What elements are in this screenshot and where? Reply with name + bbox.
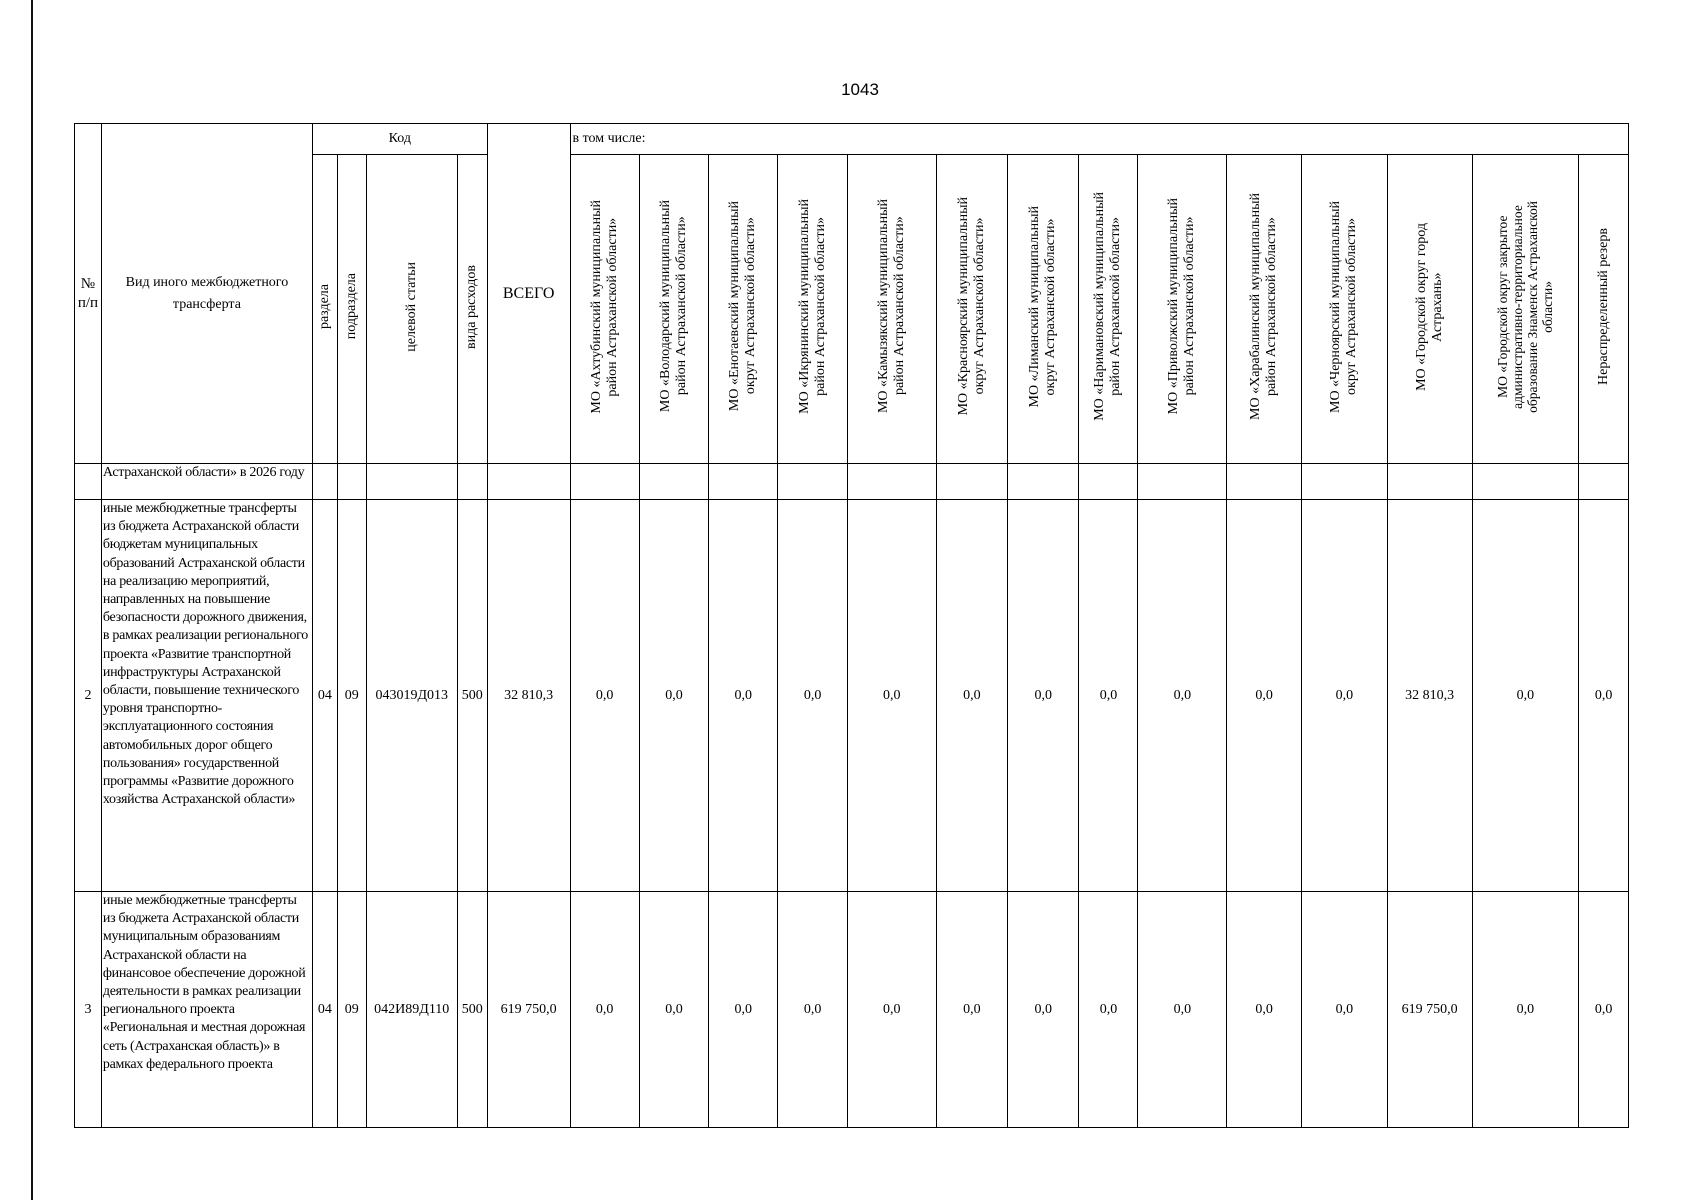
- code-group-header: Код: [312, 124, 487, 155]
- vertical-label: вида расходов: [464, 264, 480, 349]
- code-target-header: [366, 155, 457, 464]
- row-municipality-value-2: 0,0: [639, 500, 708, 892]
- col-type-header: Вид иного межбюджетного трансферта: [101, 124, 312, 464]
- row-municipality-value-8: 0,0: [1079, 892, 1138, 1128]
- row-municipality-value-7: 0,0: [1008, 500, 1079, 892]
- vertical-label: МО «Володарский муниципальный район Астраханской области»: [657, 200, 689, 413]
- transfers-table: [74, 123, 1629, 1128]
- vertical-label: МО «Городской округ закрытое административно-территориальное образование Знаменск Астраханской области»: [1495, 200, 1556, 413]
- row-municipality-value-4: 0,0: [778, 500, 847, 892]
- row-municipality-value-12: 32 810,3: [1387, 500, 1472, 892]
- row-municipality-value-9: 0,0: [1138, 892, 1227, 1128]
- header-row-1: [75, 124, 1629, 155]
- row-section-cell: 04: [312, 892, 337, 1128]
- row-municipality-value-8: 0,0: [1079, 500, 1138, 892]
- municipality-header-8: [1079, 155, 1138, 464]
- continuation-desc: Астраханской области» в 2026 году: [101, 464, 312, 500]
- vertical-label: МО «Приволжский муниципальный район Астраханской области»: [1166, 198, 1198, 415]
- row-municipality-value-14: 0,0: [1579, 500, 1629, 892]
- row-municipality-value-3: 0,0: [709, 892, 778, 1128]
- vertical-label: МО «Камызякский муниципальный район Астраханской области»: [875, 199, 907, 414]
- row-section-cell: 04: [312, 500, 337, 892]
- row-target-cell: 043019Д013: [366, 500, 457, 892]
- vertical-label: МО «Лиманский муниципальный округ Астраханской области»: [1027, 205, 1059, 408]
- row-municipality-value-2: 0,0: [639, 892, 708, 1128]
- vertical-label: МО «Красноярский муниципальный округ Астраханской области»: [955, 197, 987, 416]
- row-municipality-value-10: 0,0: [1227, 892, 1301, 1128]
- row-municipality-value-4: 0,0: [778, 892, 847, 1128]
- row-total-cell: 32 810,3: [487, 500, 570, 892]
- row-num-cell: 3: [75, 892, 102, 1128]
- vertical-label: МО «Икрянинский муниципальный район Астраханской области»: [796, 199, 828, 414]
- municipality-header-7: [1008, 155, 1079, 464]
- municipality-header-13: [1472, 155, 1579, 464]
- municipality-header-2: [639, 155, 708, 464]
- row-municipality-value-3: 0,0: [709, 500, 778, 892]
- municipality-header-11: [1301, 155, 1387, 464]
- row-subsection-cell: 09: [337, 892, 366, 1128]
- municipality-header-3: [709, 155, 778, 464]
- municipality-header-4: [778, 155, 847, 464]
- col-num-header: № п/п: [75, 124, 102, 464]
- row-municipality-value-1: 0,0: [570, 500, 639, 892]
- row-municipality-value-13: 0,0: [1472, 500, 1579, 892]
- row-municipality-value-11: 0,0: [1301, 500, 1387, 892]
- code-section-header: [312, 155, 337, 464]
- row-target-cell: 042И89Д110: [366, 892, 457, 1128]
- row-municipality-value-7: 0,0: [1008, 892, 1079, 1128]
- left-margin-rule: [31, 0, 33, 1200]
- table-row: [75, 892, 1629, 1128]
- vertical-label: МО «Ахтубинский муниципальный район Астраханской области»: [588, 199, 620, 414]
- vertical-label: МО «Наримановский муниципальный район Астраханской области»: [1092, 192, 1124, 421]
- row-municipality-value-6: 0,0: [936, 892, 1007, 1128]
- row-municipality-value-14: 0,0: [1579, 892, 1629, 1128]
- table-row: [75, 500, 1629, 892]
- row-municipality-value-12: 619 750,0: [1387, 892, 1472, 1128]
- vertical-label: МО «Черноярский муниципальный округ Астраханской области»: [1328, 200, 1360, 413]
- row-municipality-value-1: 0,0: [570, 892, 639, 1128]
- continuation-row: [75, 464, 1629, 500]
- code-expense-type-header: [457, 155, 487, 464]
- row-municipality-value-11: 0,0: [1301, 892, 1387, 1128]
- municipality-header-5: [847, 155, 936, 464]
- row-municipality-value-5: 0,0: [847, 892, 936, 1128]
- municipality-header-1: [570, 155, 639, 464]
- row-municipality-value-13: 0,0: [1472, 892, 1579, 1128]
- vertical-label: МО «Городской округ город Астрахань»: [1413, 222, 1445, 391]
- row-description-cell: иные межбюджетные трансферты из бюджета Астраханской области бюджетам муниципальных образований Астраханской области на реализацию мероприятий, направленных на повышение безопасности дорожного движения, в рамках реализации регионального проекта «Развитие транспортной инфраструктуры Астраханской области, повышение технического уровня транспортно-эксплуатационного состояния автомобильных дорог общего пользования» государственной программы «Развитие дорожного хозяйства Астраханской области»: [101, 500, 312, 892]
- municipality-header-6: [936, 155, 1007, 464]
- row-municipality-value-9: 0,0: [1138, 500, 1227, 892]
- code-subsection-header: [337, 155, 366, 464]
- row-num-cell: 2: [75, 500, 102, 892]
- municipality-header-10: [1227, 155, 1301, 464]
- continuation-num-cell: [75, 464, 102, 500]
- vertical-label: подраздела: [343, 273, 359, 340]
- municipality-header-9: [1138, 155, 1227, 464]
- row-total-cell: 619 750,0: [487, 892, 570, 1128]
- row-expense-type-cell: 500: [457, 892, 487, 1128]
- municipality-header-12: [1387, 155, 1472, 464]
- vertical-label: целевой статьи: [403, 261, 419, 352]
- vertical-label: МО «Енотаевский муниципальный округ Астраханской области»: [727, 201, 759, 412]
- col-total-header: ВСЕГО: [487, 124, 570, 464]
- municipality-header-14: [1579, 155, 1629, 464]
- vertical-label: раздела: [316, 283, 332, 330]
- vertical-label: Нераспределенный резерв: [1595, 228, 1611, 385]
- row-subsection-cell: 09: [337, 500, 366, 892]
- row-municipality-value-10: 0,0: [1227, 500, 1301, 892]
- row-municipality-value-5: 0,0: [847, 500, 936, 892]
- page-number: 1043: [841, 80, 879, 99]
- row-expense-type-cell: 500: [457, 500, 487, 892]
- row-description-cell: иные межбюджетные трансферты из бюджета Астраханской области муниципальным образованиям Астраханской области на финансовое обеспечение дорожной деятельности в рамках реализации регионального проекта «Региональная и местная дорожная сеть (Астраханская область)» в рамках федерального проекта: [101, 892, 312, 1128]
- row-municipality-value-6: 0,0: [936, 500, 1007, 892]
- including-header: в том числе:: [570, 124, 1629, 155]
- vertical-label: МО «Харабалинский муниципальный район Астраханской области»: [1248, 193, 1280, 420]
